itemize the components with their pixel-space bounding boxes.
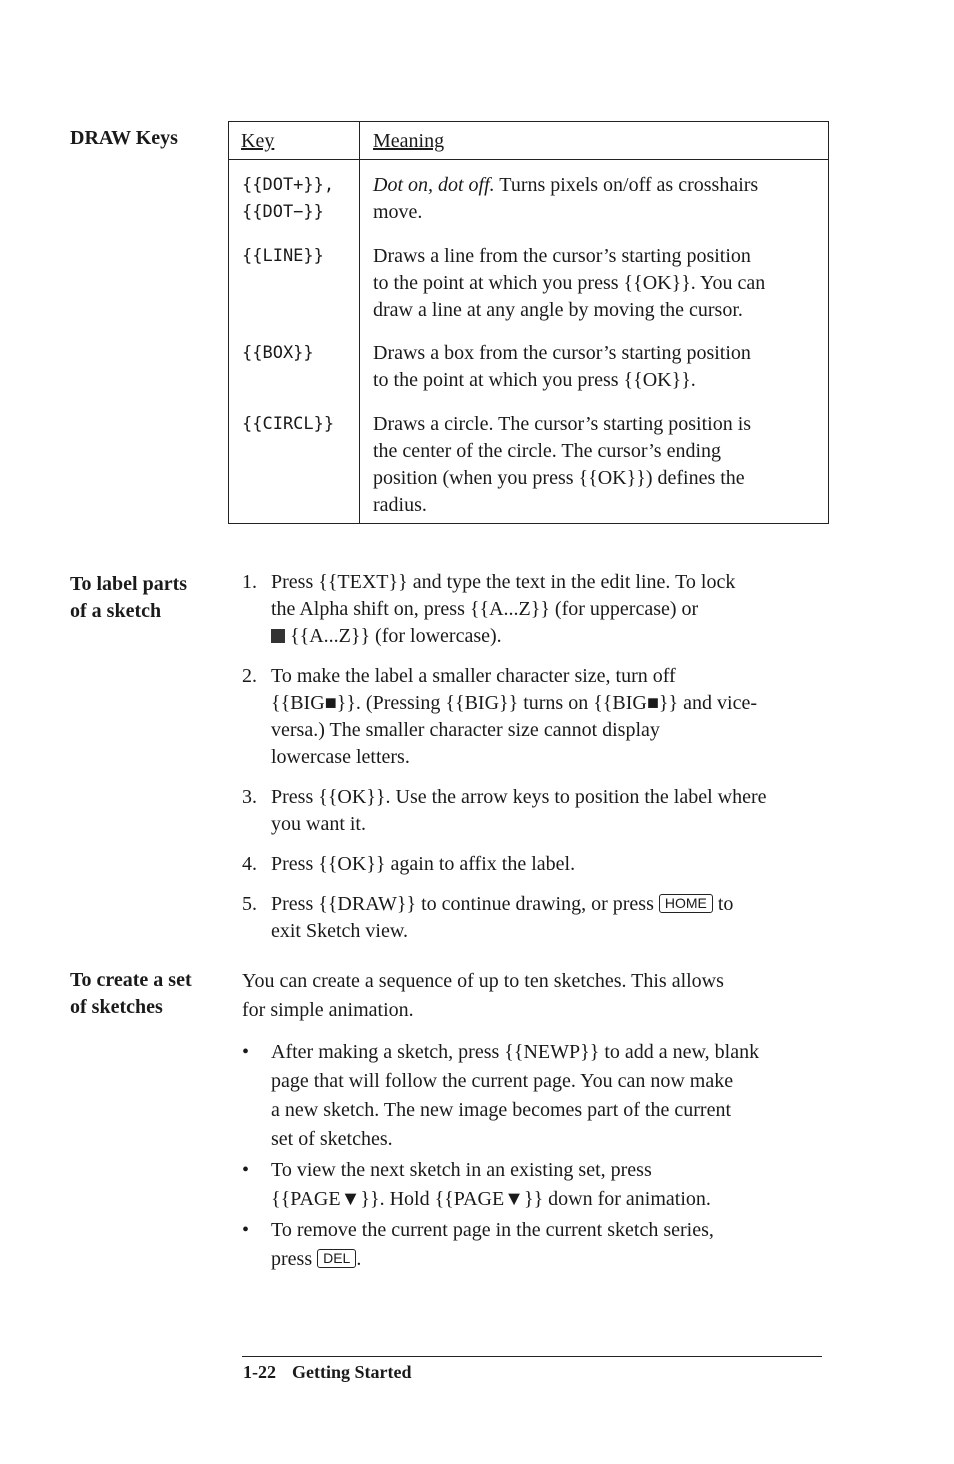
section-heading-label-parts: To label parts of a sketch <box>70 573 188 622</box>
label-steps-list <box>242 569 832 958</box>
list-item: 5. Press {{DRAW}} to continue drawing, or press HOME to exit Sketch view. <box>242 893 734 942</box>
table-cell-key: {{DOT+}}, {{DOT−}} <box>242 175 335 222</box>
bullet-icon: • <box>242 1219 250 1241</box>
table-header-key: Key <box>241 130 275 152</box>
table-header-divider <box>229 159 828 160</box>
del-key-icon: DEL <box>317 1249 356 1268</box>
table-cell-meaning: Dot on, dot off. Turns pixels on/off as crosshairs move. <box>373 174 759 223</box>
list-item: 3. Press {{OK}}. Use the arrow keys to position the label where you want it. <box>242 786 767 835</box>
table-cell-key: {{LINE}} <box>242 246 324 266</box>
section-heading-create-set: To create a set of sketches <box>70 969 192 1018</box>
shift-key-icon <box>271 629 285 643</box>
home-key-icon: HOME <box>659 894 713 913</box>
list-item: • After making a sketch, press {{NEWP}} to add a new, blank page that will follow the current page. You can now make a new sketch. The new image becomes part of the current set of sketches. <box>242 1038 832 1154</box>
bullet-icon: • <box>242 1041 250 1063</box>
list-item: • To view the next sketch in an existing set, press {{PAGE▼}}. Hold {{PAGE▼}} down for animation. <box>242 1156 832 1214</box>
table-header-meaning: Meaning <box>373 130 445 152</box>
page-footer <box>243 1362 411 1383</box>
table-cell-meaning: Draws a circle. The cursor’s starting position is the center of the circle. The cursor’s ending position (when you press {{OK}}) defines the radius. <box>373 413 752 516</box>
section-heading-draw-keys: DRAW Keys <box>70 127 178 149</box>
list-item: 2. To make the label a smaller character size, turn off {{BIG■}}. (Pressing {{BIG}} turns on {{BIG■}} and vice- versa.) The smaller character size cannot display lowercase letters. <box>242 665 757 768</box>
table-cell-key: {{BOX}} <box>242 343 314 363</box>
footer-title: Getting Started <box>292 1362 412 1382</box>
table-column-divider <box>359 122 360 523</box>
bullet-icon: • <box>242 1159 250 1181</box>
table-cell-meaning: Draws a line from the cursor’s starting position to the point at which you press {{OK}}. You can draw a line at any angle by moving the cursor. <box>373 245 766 321</box>
create-set-bullets <box>242 1038 832 1276</box>
create-set-intro: You can create a sequence of up to ten sketches. This allows for simple animation. <box>242 970 724 1021</box>
list-item: 1. Press {{TEXT}} and type the text in the edit line. To lock the Alpha shift on, press {{A...Z}} (for uppercase) or {{A...Z}} (for lowercase). <box>242 571 736 647</box>
footer-rule <box>242 1356 822 1357</box>
draw-keys-table <box>228 121 829 524</box>
table-cell-meaning: Draws a box from the cursor’s starting position to the point at which you press {{OK}}. <box>373 342 751 391</box>
table-cell-key: {{CIRCL}} <box>242 414 335 434</box>
page-number: 1-22 <box>243 1362 276 1382</box>
list-item: • To remove the current page in the current sketch series, press DEL . <box>242 1216 832 1274</box>
list-item: 4. Press {{OK}} again to affix the label. <box>242 853 576 875</box>
